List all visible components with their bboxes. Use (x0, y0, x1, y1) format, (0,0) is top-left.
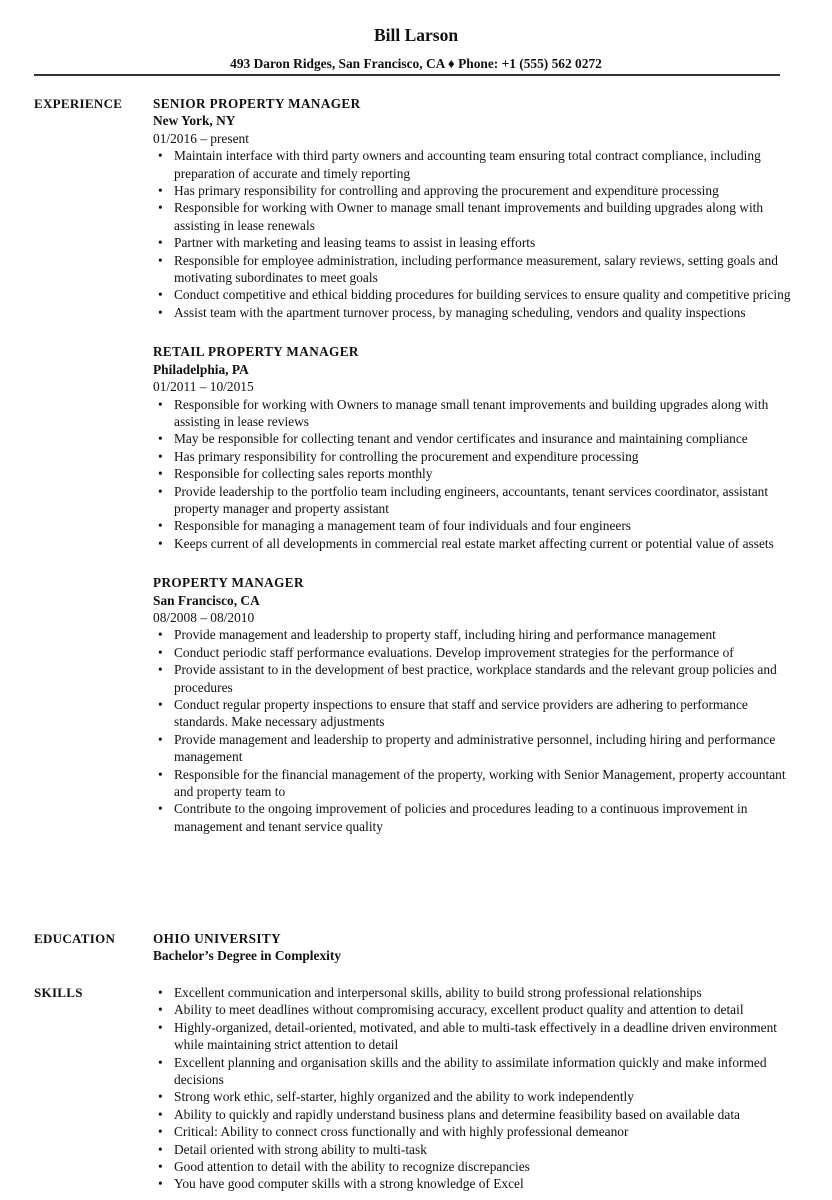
bullet-item: • Partner with marketing and leasing teams to assist in leasing efforts (174, 234, 793, 251)
skill-item: • Strong work ethic, self-starter, highly organized and the ability to work independently (174, 1088, 793, 1105)
school-name: OHIO UNIVERSITY (153, 931, 282, 946)
bullet-item: • Has primary responsibility for controlling and approving the procurement and expenditure processing (174, 182, 793, 199)
skill-item: • Ability to meet deadlines without compromising accuracy, excellent product quality and attention to detail (174, 1001, 793, 1018)
job-title: PROPERTY MANAGER (153, 575, 304, 591)
experience-body (153, 95, 793, 857)
job-bullets (153, 626, 793, 835)
skill-item: • Good attention to detail with the ability to recognize discrepancies (174, 1158, 793, 1175)
section-label-education: EDUCATION (34, 931, 116, 946)
bullet-item: • Provide leadership to the portfolio team including engineers, accountants, tenant services coordinator, assistant property manager and property assistant (174, 483, 793, 518)
job-title: SENIOR PROPERTY MANAGER (153, 96, 361, 111)
bullet-item: • May be responsible for collecting tenant and vendor certificates and insurance and maintaining compliance (174, 430, 793, 447)
bullet-item: • Responsible for employee administration, including performance measurement, salary reviews, setting goals and motivating subordinates to meet goals (174, 252, 793, 287)
contact-line: 493 Daron Ridges, San Francisco, CA ♦ Phone: +1 (555) 562 0272 (230, 56, 602, 71)
section-label-skills: SKILLS (34, 985, 83, 1000)
job-dates: 01/2016 – present (153, 130, 249, 146)
bullet-item: • Conduct competitive and ethical bidding procedures for building services to ensure quality and competitive pricing (174, 286, 793, 303)
bullet-item: • Responsible for working with Owner to manage small tenant improvements and building upgrades along with assisting in lease renewals (174, 199, 793, 234)
candidate-name: Bill Larson (373, 25, 459, 45)
bullet-item: • Responsible for the financial management of the property, working with Senior Management, property accountant and property team to (174, 766, 793, 801)
header-divider (34, 74, 780, 76)
job-dates: 08/2008 – 08/2010 (153, 609, 255, 625)
job-location: New York, NY (153, 113, 236, 129)
skill-item: • Ability to quickly and rapidly understand business plans and determine feasibility based on available data (174, 1106, 793, 1123)
bullet-item: • Responsible for collecting sales reports monthly (174, 465, 793, 482)
job-entry (153, 95, 793, 321)
bullet-item: • Conduct periodic staff performance evaluations. Develop improvement strategies for the performance of (174, 644, 793, 661)
bullet-item: • Responsible for managing a management team of four individuals and four engineers (174, 517, 793, 534)
skills-body (153, 984, 793, 1193)
section-label-experience: EXPERIENCE (34, 96, 123, 111)
job-bullets (153, 147, 793, 321)
education-body (153, 930, 793, 965)
bullet-item: • Assist team with the apartment turnover process, by managing scheduling, vendors and quality inspections (174, 304, 793, 321)
bullet-item: • Provide management and leadership to property staff, including hiring and performance management (174, 626, 793, 643)
job-bullets (153, 396, 793, 553)
bullet-item: • Responsible for working with Owners to manage small tenant improvements and building upgrades along with assisting in lease reviews (174, 396, 793, 431)
bullet-item: • Contribute to the ongoing improvement of policies and procedures leading to a continuous improvement in management and tenant service quality (174, 800, 793, 835)
resume-header (0, 24, 832, 72)
bullet-item: • Has primary responsibility for controlling the procurement and expenditure processing (174, 448, 793, 465)
bullet-item: • Keeps current of all developments in commercial real estate market affecting current or potential value of assets (174, 535, 793, 552)
skill-item: • Critical: Ability to connect cross functionally and with highly professional demeanor (174, 1123, 793, 1140)
skill-item: • Highly-organized, detail-oriented, motivated, and able to multi-task effectively in a deadline driven environment while maintaining strict attention to detail (174, 1019, 793, 1054)
job-location: San Francisco, CA (153, 592, 260, 608)
bullet-item: • Conduct regular property inspections to ensure that staff and service providers are adhering to performance standards. Make necessary adjustments (174, 696, 793, 731)
job-dates: 01/2011 – 10/2015 (153, 379, 254, 395)
bullet-item: • Maintain interface with third party owners and accounting team ensuring total contract compliance, including preparation of accurate and timely reporting (174, 147, 793, 182)
bullet-item: • Provide management and leadership to property and administrative personnel, including hiring and performance management (174, 731, 793, 766)
job-entry (153, 343, 793, 552)
bullet-item: • Provide assistant to in the development of best practice, workplace standards and the relevant group policies and procedures (174, 661, 793, 696)
skill-item: • Detail oriented with strong ability to multi-task (174, 1141, 793, 1158)
skill-item: • Excellent communication and interpersonal skills, ability to build strong professional relationships (174, 984, 793, 1001)
job-title: RETAIL PROPERTY MANAGER (153, 344, 359, 360)
job-location: Philadelphia, PA (153, 361, 249, 377)
job-entry (153, 574, 793, 835)
degree: Bachelor’s Degree in Complexity (153, 948, 342, 964)
skill-item: • You have good computer skills with a strong knowledge of Excel (174, 1175, 793, 1192)
skills-bullets (153, 984, 793, 1193)
skill-item: • Excellent planning and organisation skills and the ability to assimilate information quickly and make informed decisions (174, 1054, 793, 1089)
